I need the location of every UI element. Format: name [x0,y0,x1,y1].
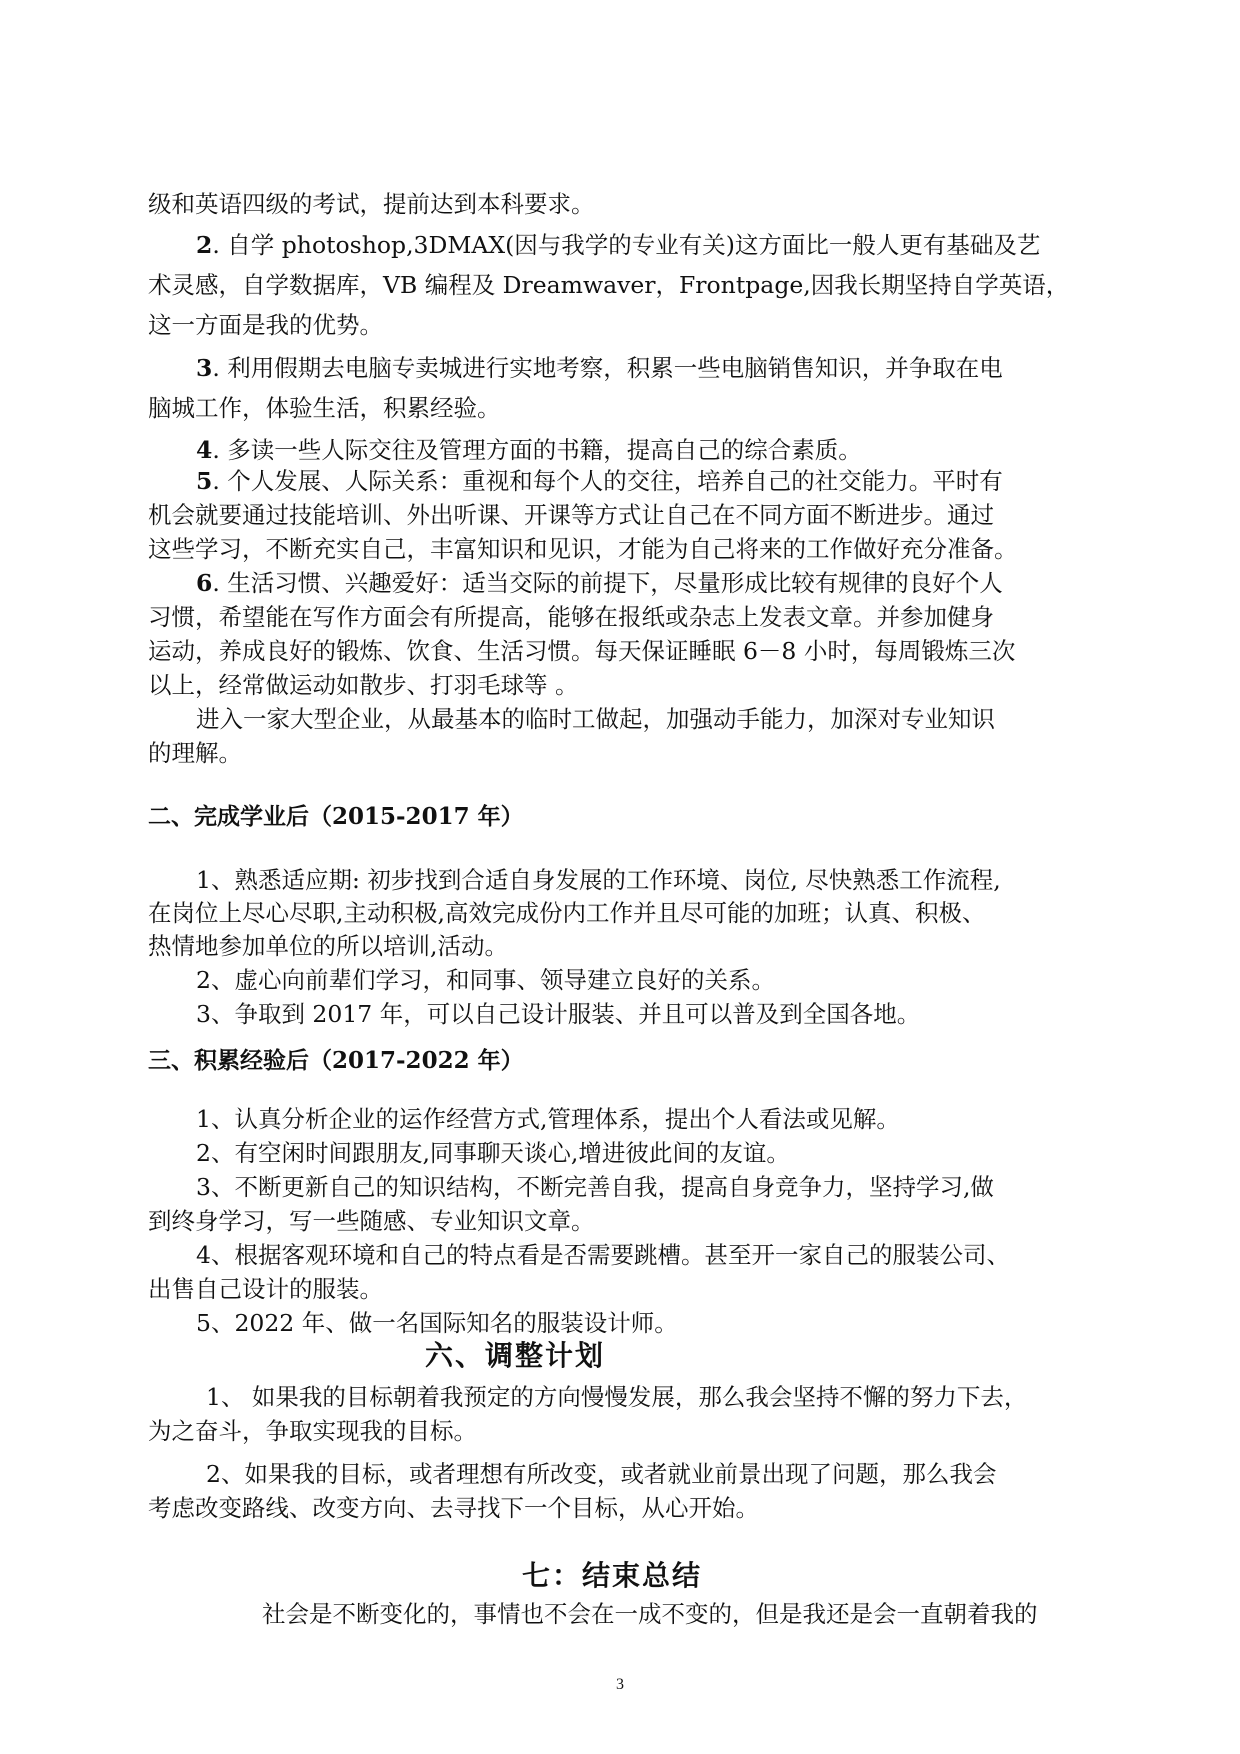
body-text-line: 1、认真分析企业的运作经营方式,管理体系，提出个人看法或见解。 [196,1105,900,1133]
body-text-line: 脑城工作，体验生活，积累经验。 [148,394,501,422]
body-text-line: 术灵感，自学数据库，VB 编程及 Dreamwaver，Frontpage,因我长期坚持自学英语， [148,271,1070,299]
body-text-line: 的理解。 [148,739,242,767]
list-item-3: 3. 利用假期去电脑专卖城进行实地考察，积累一些电脑销售知识，并争取在电 [196,354,1003,382]
body-text-line: 3、不断更新自己的知识结构，不断完善自我，提高自身竞争力，坚持学习,做 [196,1173,994,1201]
body-text-line: 进入一家大型企业，从最基本的临时工做起，加强动手能力，加深对专业知识 [196,705,995,733]
body-text-line: 出售自己设计的服装。 [148,1275,383,1303]
body-text-line: 热情地参加单位的所以培训,活动。 [148,932,508,960]
body-text-line: 机会就要通过技能培训、外出听课、开课等方式让自己在不同方面不断进步。通过 [148,501,994,529]
list-item-6: 6. 生活习惯、兴趣爱好：适当交际的前提下，尽量形成比较有规律的良好个人 [196,569,1003,597]
body-text-line: 习惯，希望能在写作方面会有所提高，能够在报纸或杂志上发表文章。并参加健身 [148,603,994,631]
body-text-line: 社会是不断变化的，事情也不会在一成不变的，但是我还是会一直朝着我的 [262,1600,1038,1628]
body-text-line: 5、2022 年、做一名国际知名的服装设计师。 [196,1309,678,1337]
body-text-line: 4、根据客观环境和自己的特点看是否需要跳槽。甚至开一家自己的服装公司、 [196,1241,1010,1269]
body-text-line: 2、虚心向前辈们学习，和同事、领导建立良好的关系。 [196,966,775,994]
list-item-4: 4. 多读一些人际交往及管理方面的书籍，提高自己的综合素质。 [196,436,862,464]
section-heading-3: 三、积累经验后（2017-2022 年） [148,1047,524,1074]
body-text-line: 在岗位上尽心尽职,主动积极,高效完成份内工作并且尽可能的加班；认真、积极、 [148,899,986,927]
section-heading-2: 二、完成学业后（2015-2017 年） [148,803,524,830]
page-number: 3 [616,1676,624,1693]
body-text-line: 以上，经常做运动如散步、打羽毛球等 。 [148,671,579,699]
body-text-line: 1、 如果我的目标朝着我预定的方向慢慢发展，那么我会坚持不懈的努力下去， [206,1383,1028,1411]
body-text-line: 到终身学习，写一些随感、专业知识文章。 [148,1207,595,1235]
body-text-line: 1、熟悉适应期: 初步找到合适自身发展的工作环境、岗位, 尽快熟悉工作流程, [196,866,1001,894]
body-text-line: 这一方面是我的优势。 [148,311,383,339]
body-text-line: 这些学习，不断充实自己，丰富知识和见识，才能为自己将来的工作做好充分准备。 [148,535,1018,563]
list-item-5: 5. 个人发展、人际关系：重视和每个人的交往，培养自己的社交能力。平时有 [196,467,1003,495]
body-text-line: 级和英语四级的考试，提前达到本科要求。 [148,190,595,218]
list-item-2: 2. 自学 photoshop,3DMAX(因与我学的专业有关)这方面比一般人更有基础及艺 [196,231,1041,259]
body-text-line: 运动，养成良好的锻炼、饮食、生活习惯。每天保证睡眠 6－8 小时，每周锻炼三次 [148,637,1016,665]
section-heading-6: 六、调整计划 [425,1339,606,1372]
body-text-line: 为之奋斗，争取实现我的目标。 [148,1417,477,1445]
body-text-line: 2、有空闲时间跟朋友,同事聊天谈心,增进彼此间的友谊。 [196,1139,790,1167]
body-text-line: 考虑改变路线、改变方向、去寻找下一个目标，从心开始。 [148,1494,759,1522]
section-heading-7: 七：结束总结 [522,1559,703,1592]
body-text-line: 2、如果我的目标，或者理想有所改变，或者就业前景出现了问题，那么我会 [206,1460,997,1488]
body-text-line: 3、争取到 2017 年，可以自己设计服装、并且可以普及到全国各地。 [196,1000,921,1028]
